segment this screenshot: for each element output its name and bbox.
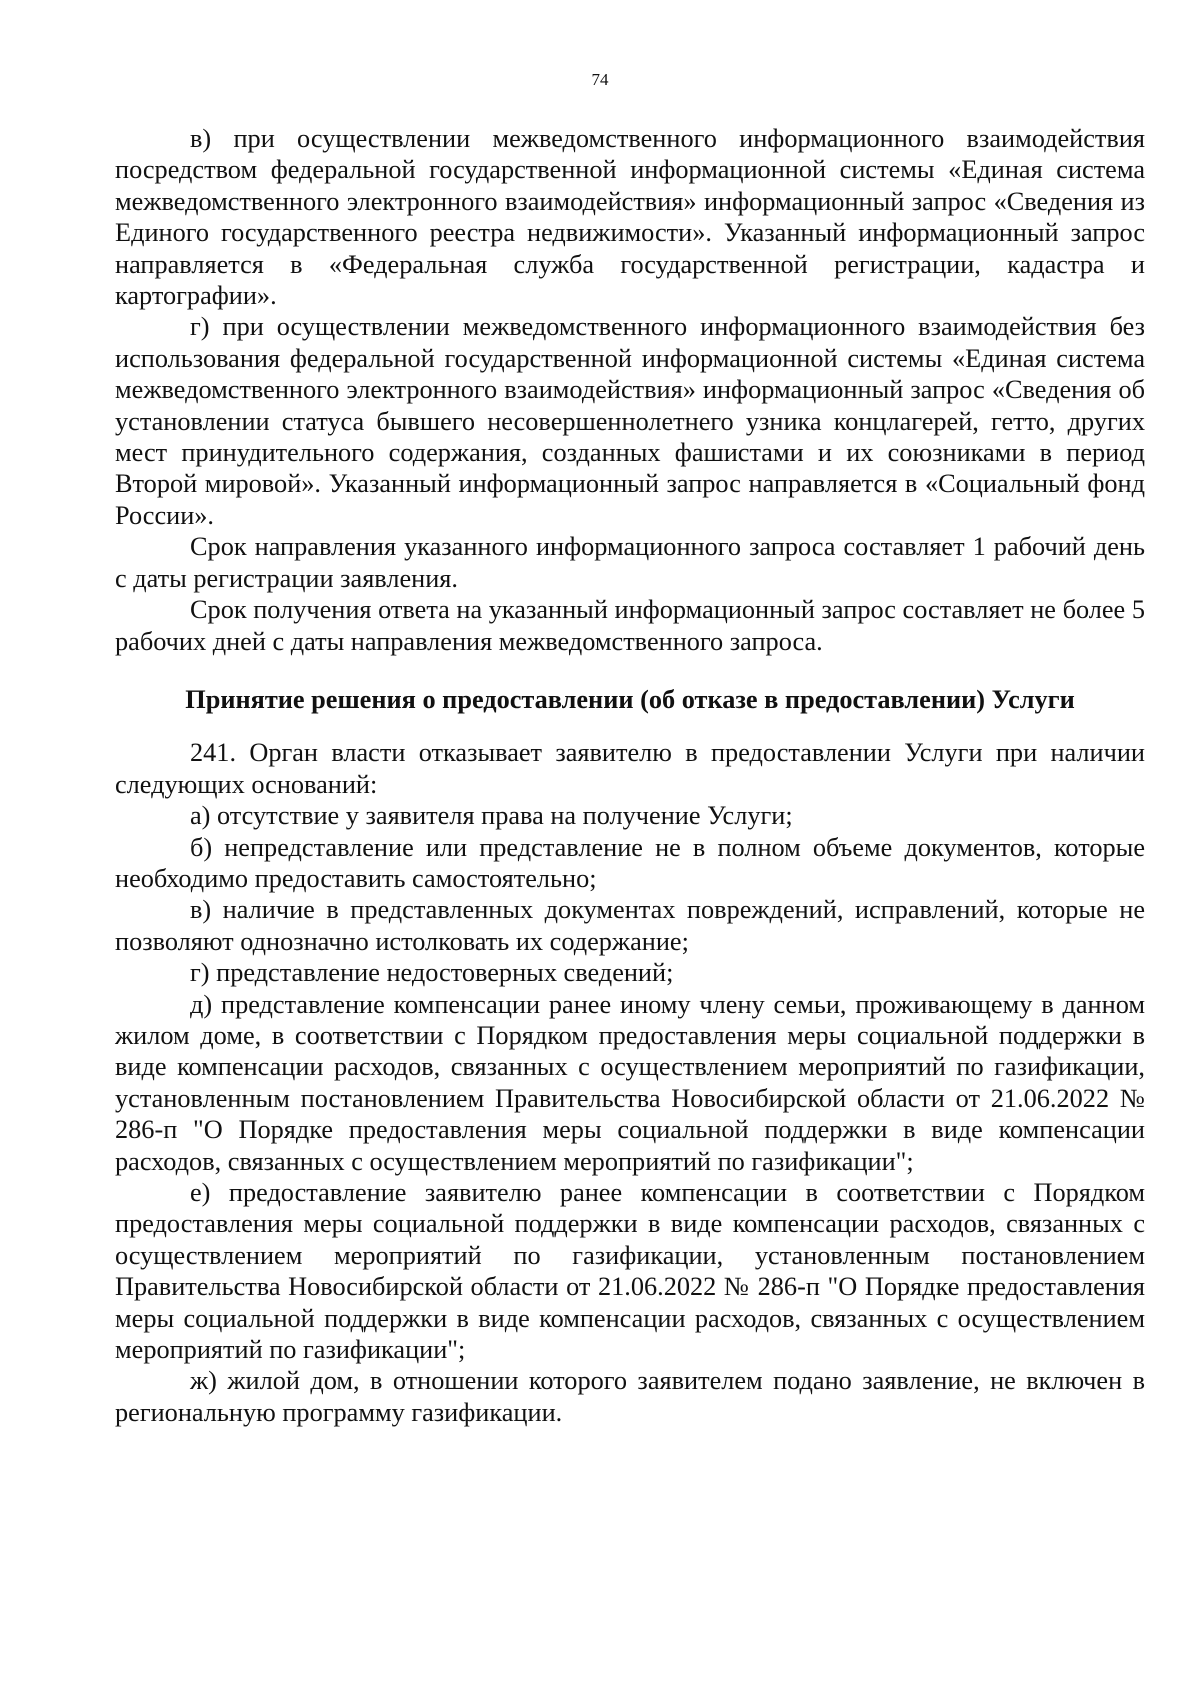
list-item: в) наличие в представленных документах повреждений, исправлений, которые не позволяют однозначно истолковать их содержание; (115, 895, 1145, 956)
paragraph: 241. Орган власти отказывает заявителю в предоставлении Услуги при наличии следующих оснований: (115, 738, 1145, 799)
section-heading: Принятие решения о предоставлении (об отказе в предоставлении) Услуги (185, 684, 1075, 714)
list-item: е) предоставление заявителю ранее компенсации в соответствии с Порядком предоставления меры социальной поддержки в виде компенсации расходов, связанных с осуществлением мероприятий по газификации, установленным постановлением Правительства Новосибирской области от 21.06.2022 № 286-п "О Порядке предоставления меры социальной поддержки в виде компенсации расходов, связанных с осуществлением мероприятий по газификации"; (115, 1178, 1145, 1365)
list-item: б) непредставление или представление не в полном объеме документов, которые необходимо предоставить самостоятельно; (115, 832, 1145, 893)
list-item: а) отсутствие у заявителя права на получение Услуги; (190, 801, 793, 831)
paragraph: в) при осуществлении межведомственного информационного взаимодействия посредством федеральной государственной информационной системы «Единая система межведомственного электронного взаимодействия» информационный запрос «Сведения из Единого государственного реестра недвижимости». Указанный информационный запрос направляется в «Федеральная служба государственной регистрации, кадастра и картографии». (115, 124, 1145, 311)
paragraph: г) при осуществлении межведомственного информационного взаимодействия без использования федеральной государственной информационной системы «Единая система межведомственного электронного взаимодействия» информационный запрос «Сведения об установлении статуса бывшего несовершеннолетнего узника концлагерей, гетто, других мест принудительного содержания, созданных фашистами и их союзниками в период Второй мировой». Указанный информационный запрос направляется в «Социальный фонд России». (115, 312, 1145, 530)
list-item: г) представление недостоверных сведений; (190, 958, 674, 988)
paragraph: Срок направления указанного информационного запроса составляет 1 рабочий день с даты регистрации заявления. (115, 532, 1145, 593)
document-body (115, 123, 1145, 1428)
page-number: 74 (591, 70, 609, 89)
list-item: ж) жилой дом, в отношении которого заявителем подано заявление, не включен в региональную программу газификации. (115, 1366, 1145, 1427)
paragraph: Срок получения ответа на указанный информационный запрос составляет не более 5 рабочих дней с даты направления межведомственного запроса. (115, 595, 1145, 656)
list-item: д) представление компенсации ранее иному члену семьи, проживающему в данном жилом доме, в соответствии с Порядком предоставления меры социальной поддержки в виде компенсации расходов, связанных с осуществлением мероприятий по газификации, установленным постановлением Правительства Новосибирской области от 21.06.2022 № 286-п "О Порядке предоставления меры социальной поддержки в виде компенсации расходов, связанных с осуществлением мероприятий по газификации"; (115, 989, 1145, 1176)
